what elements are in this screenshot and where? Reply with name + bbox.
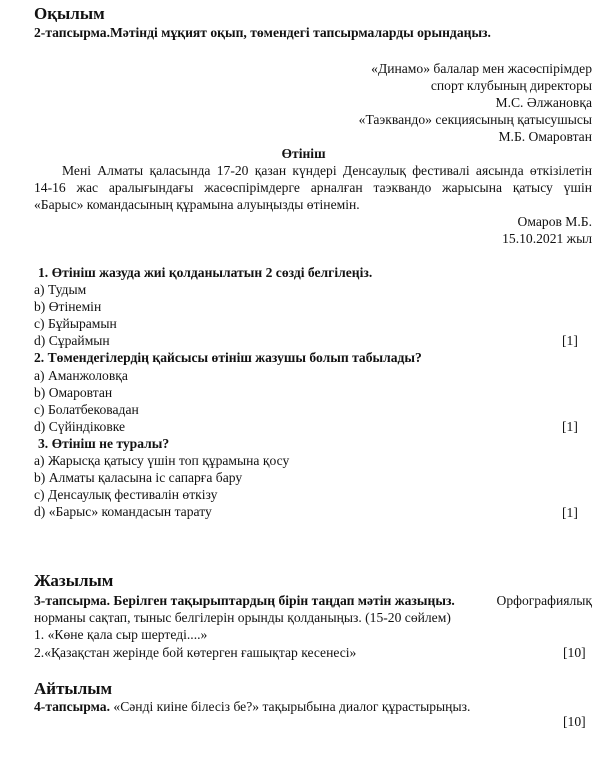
answer-option: c) Бұйырамын (34, 316, 117, 331)
score-marker: [1] (562, 333, 578, 348)
addressee-line: М.Б. Омаровтан (498, 129, 592, 144)
writing-heading: Жазылым (34, 571, 114, 590)
task-3-instruction-cont: норманы сақтап, тыныс белгілерін орынды қолданыңыз. (15-20 сөйлем) (34, 610, 451, 625)
answer-option: a) Аманжоловқа (34, 368, 128, 383)
score-marker: [1] (562, 419, 578, 434)
answer-option: а) Жарысқа қатысу үшін топ құрамына қосу (34, 453, 290, 468)
answer-option: c) Денсаулық фестивалін өткізу (34, 487, 218, 502)
signature-date: 15.10.2021 жыл (502, 231, 592, 246)
answer-option: d) «Барыс» командасын тарату (34, 504, 212, 519)
task-3-instruction: Орфографиялық (496, 593, 592, 608)
writing-topic: 1. «Көне қала сыр шертеді....» (34, 627, 208, 642)
addressee-line: «Динамо» балалар мен жасөспірімдер (371, 61, 592, 76)
addressee-line: «Таэквандо» секциясының қатысушысы (358, 112, 592, 127)
task-2-title: 2-тапсырма.Мәтінді мұқият оқып, төмендегі тапсырмаларды орындаңыз. (34, 25, 491, 40)
addressee-line: М.С. Әлжановқа (495, 95, 592, 110)
question-text: 3. Өтініш не туралы? (38, 436, 170, 451)
speaking-heading: Айтылым (34, 679, 113, 698)
answer-option: b) Өтінемін (34, 299, 102, 314)
task-3-line1 (34, 593, 592, 609)
score-marker: [10] (563, 714, 586, 729)
answer-option: a) Тудым (34, 282, 87, 297)
task-4-instruction: «Сәнді киіне білесіз бе?» тақырыбына диалог құрастырыңыз. (113, 699, 471, 714)
answer-option: b) Алматы қаласына іс сапарға бару (34, 470, 243, 485)
task-4-line (34, 699, 470, 715)
answer-option: d) Сұраймын (34, 333, 110, 348)
reading-heading: Оқылым (34, 4, 105, 23)
signature-name: Омаров М.Б. (517, 214, 592, 229)
writing-topic: 2.«Қазақстан жерінде бой көтерген ғашықтар кесенесі» (34, 645, 357, 660)
question-text: 2. Төмендегілердің қайсысы өтініш жазушы болып табылады? (34, 350, 422, 365)
addressee-line: спорт клубының директоры (430, 78, 592, 93)
score-marker: [10] (563, 645, 586, 660)
document-title: Өтініш (281, 146, 326, 161)
question-text: 1. Өтініш жазуда жиі қолданылатын 2 сөзді белгілеңіз. (38, 265, 373, 280)
answer-option: d) Сүйіндіковке (34, 419, 126, 434)
score-marker: [1] (562, 505, 578, 520)
body-line: Мені Алматы қаласында 17-20 қазан күндері Денсаулық фестивалі аясында өткізілетін (62, 163, 592, 178)
answer-option: b) Омаровтан (34, 385, 113, 400)
task-4-title: 4-тапсырма. (34, 699, 110, 714)
answer-option: c) Болатбековадан (34, 402, 139, 417)
body-line: 14-16 жас аралығындағы жасөспірімдерге арналған таэквандо жарысына қатысу үшін (34, 180, 592, 195)
task-3-title: 3-тапсырма. Берілген тақырыптардың бірін таңдап мәтін жазыңыз. (34, 593, 455, 608)
body-line: «Барыс» командасының құрамына алуыңызды өтінемін. (34, 197, 360, 212)
